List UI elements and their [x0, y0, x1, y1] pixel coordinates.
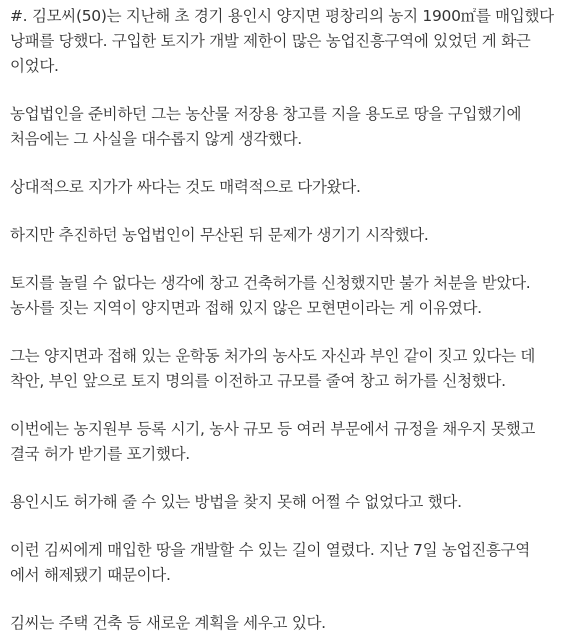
paragraph-line: 이런 김씨에게 매입한 땅을 개발할 수 있는 길이 열렸다. 지난 7일 농업진흥구역 — [10, 541, 530, 559]
paragraph-1 — [10, 4, 572, 79]
paragraph-10 — [10, 611, 572, 636]
paragraph-line: 이번에는 농지원부 등록 시기, 농사 규모 등 여러 부문에서 규정을 채우지 못했고 — [10, 420, 536, 438]
paragraph-3 — [10, 175, 572, 200]
paragraph-line: #. 김모씨(50)는 지난해 초 경기 용인시 양지면 평창리의 농지 1900㎡를 매입했다 — [10, 7, 554, 25]
paragraph-9 — [10, 538, 572, 588]
paragraph-line: 상대적으로 지가가 싸다는 것도 매력적으로 다가왔다. — [10, 178, 361, 196]
paragraph-line: 낭패를 당했다. 구입한 토지가 개발 제한이 많은 농업진흥구역에 있었던 게 화근 — [10, 32, 531, 50]
paragraph-line: 농업법인을 준비하던 그는 농산물 저장용 창고를 지을 용도로 땅을 구입했기에 — [10, 105, 522, 123]
paragraph-line: 토지를 놀릴 수 없다는 생각에 창고 건축허가를 신청했지만 불가 처분을 받았다. — [10, 274, 531, 292]
paragraph-line: 그는 양지면과 접해 있는 운학동 처가의 농사도 자신과 부인 같이 짓고 있다는 데 — [10, 347, 536, 365]
paragraph-4 — [10, 223, 572, 248]
paragraph-line: 김씨는 주택 건축 등 새로운 계획을 세우고 있다. — [10, 614, 326, 632]
paragraph-8 — [10, 490, 572, 515]
paragraph-line: 착안, 부인 앞으로 토지 명의를 이전하고 규모를 줄여 창고 허가를 신청했다. — [10, 372, 506, 390]
paragraph-line: 처음에는 그 사실을 대수롭지 않게 생각했다. — [10, 130, 302, 148]
paragraph-6 — [10, 344, 572, 394]
paragraph-5 — [10, 271, 572, 321]
paragraph-7 — [10, 417, 572, 467]
paragraph-line: 하지만 추진하던 농업법인이 무산된 뒤 문제가 생기기 시작했다. — [10, 226, 429, 244]
paragraph-line: 농사를 짓는 지역이 양지면과 접해 있지 않은 모현면이라는 게 이유였다. — [10, 299, 482, 317]
paragraph-2 — [10, 102, 572, 152]
paragraph-line: 에서 해제됐기 때문이다. — [10, 566, 171, 584]
paragraph-line: 이었다. — [10, 57, 59, 75]
paragraph-line: 용인시도 허가해 줄 수 있는 방법을 찾지 못해 어쩔 수 없었다고 했다. — [10, 493, 462, 511]
paragraph-line: 결국 허가 받기를 포기했다. — [10, 445, 190, 463]
